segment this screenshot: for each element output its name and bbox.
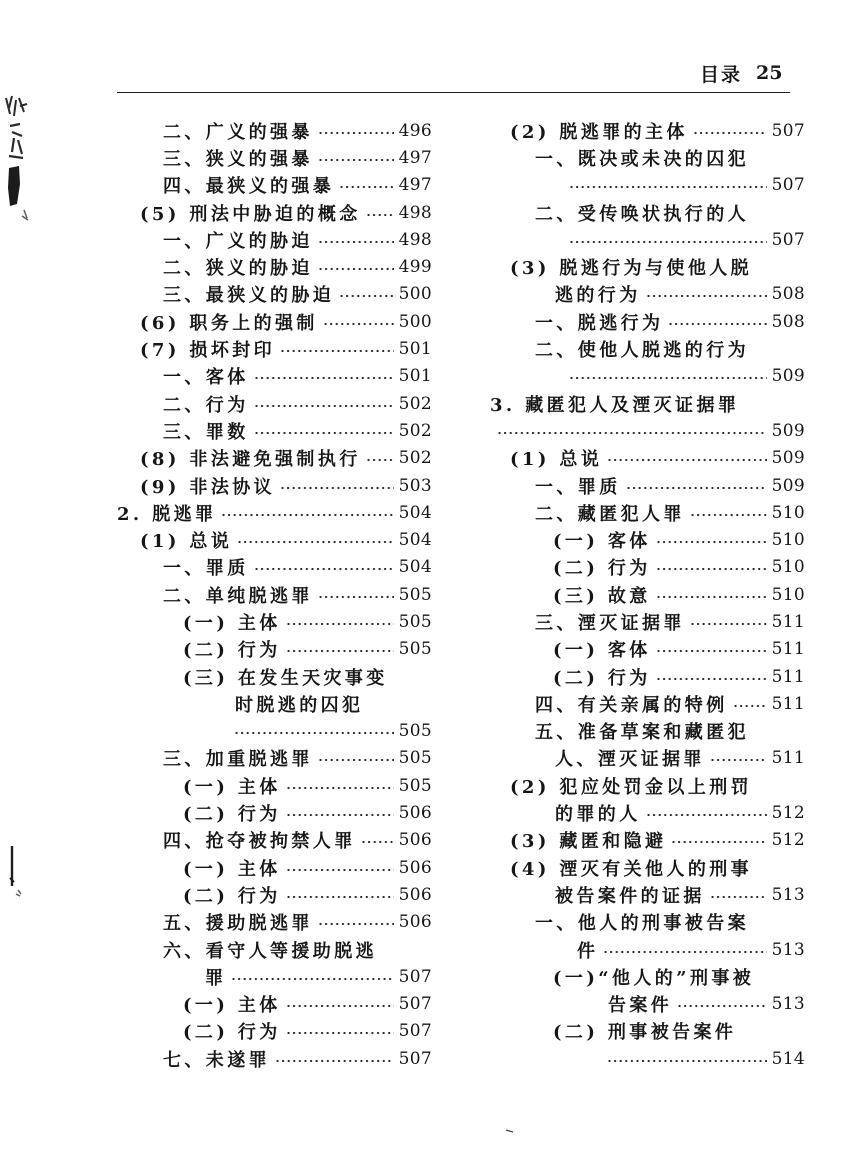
- dot-leader: [319, 158, 394, 162]
- dot-leader: [604, 950, 766, 954]
- toc-entry: [117, 226, 432, 253]
- dot-leader: [657, 567, 767, 571]
- dot-leader: [319, 131, 394, 135]
- toc-entry: [490, 308, 805, 335]
- dot-leader: [367, 213, 394, 217]
- entry-page: 508: [771, 311, 805, 332]
- entry-page: 511: [771, 639, 805, 660]
- entry-title: 一、他人的刑事被告案: [535, 913, 749, 935]
- entry-title: 的罪的人: [555, 804, 641, 826]
- toc-entry: [117, 172, 432, 199]
- dot-leader: [319, 922, 394, 926]
- entry-page: 505: [398, 639, 432, 660]
- toc-entry: [490, 117, 805, 144]
- entry-title: 六、看守人等援助脱逃: [163, 940, 377, 962]
- entry-page: 501: [398, 339, 432, 360]
- toc-column-left: [117, 117, 432, 1072]
- entry-title: (一) 主体: [183, 776, 281, 798]
- entry-title: (二) 行为: [553, 667, 651, 689]
- dot-leader: [627, 486, 767, 490]
- entry-title: (2) 脱逃罪的主体: [510, 121, 688, 143]
- toc-entry: [117, 526, 432, 553]
- entry-title: 四、最狭义的强暴: [163, 176, 335, 198]
- dot-leader: [287, 786, 394, 790]
- toc-entry-continuation: [490, 1045, 805, 1072]
- dot-leader: [324, 322, 394, 326]
- entry-page: 512: [771, 803, 805, 824]
- entry-page: 504: [398, 502, 432, 523]
- entry-page: 497: [398, 147, 432, 168]
- entry-title: 四、有关亲属的特例: [535, 694, 728, 716]
- dot-leader: [281, 349, 394, 353]
- running-header-title: 目录: [700, 63, 743, 86]
- entry-title: (9) 非法协议: [140, 476, 276, 498]
- entry-page: 513: [771, 994, 805, 1015]
- toc-entry: [117, 253, 432, 280]
- entry-page: 506: [398, 830, 432, 851]
- entry-title: (7) 损坏封印: [140, 340, 276, 362]
- dot-leader: [255, 567, 394, 571]
- entry-title: 告案件: [608, 995, 673, 1017]
- scan-mark: [504, 1128, 516, 1134]
- dot-leader: [669, 322, 766, 326]
- entry-title: (5) 刑法中胁迫的概念: [140, 203, 361, 225]
- toc-entry-continuation: [117, 690, 432, 717]
- toc-entry-continuation: [490, 991, 805, 1018]
- toc-entry: [117, 199, 432, 226]
- dot-leader: [657, 677, 767, 681]
- page-number: 25: [756, 62, 783, 84]
- entry-title: (2) 犯应处罚金以上刑罚: [510, 776, 753, 798]
- entry-page: 512: [771, 830, 805, 851]
- toc-entry: [490, 554, 805, 581]
- entry-page: 505: [398, 721, 432, 742]
- entry-page: 506: [398, 857, 432, 878]
- toc-entry: [117, 117, 432, 144]
- dot-leader: [319, 267, 394, 271]
- entry-title: 七、未遂罪: [163, 1049, 270, 1071]
- entry-page: 498: [398, 202, 432, 223]
- entry-title: 五、援助脱逃罪: [163, 913, 313, 935]
- entry-title: (一)“他人的”刑事被: [553, 967, 755, 989]
- entry-page: 513: [771, 939, 805, 960]
- toc-entry-continuation: [490, 417, 805, 444]
- toc-entry: [117, 636, 432, 663]
- dot-leader: [255, 376, 394, 380]
- toc-entry: [117, 608, 432, 635]
- toc-entry-continuation: [490, 172, 805, 199]
- toc-entry: [490, 335, 805, 362]
- entry-page: 511: [771, 693, 805, 714]
- header-rule: [117, 92, 790, 93]
- toc-entry: [117, 445, 432, 472]
- dot-leader: [287, 813, 394, 817]
- entry-page: 502: [398, 393, 432, 414]
- entry-title: 三、狭义的强暴: [163, 148, 313, 170]
- toc-entry: [117, 909, 432, 936]
- dot-leader: [570, 185, 767, 189]
- dot-leader: [657, 595, 767, 599]
- entry-page: 507: [771, 175, 805, 196]
- entry-title: 二、藏匿犯人罪: [535, 503, 685, 525]
- toc-entry: [117, 881, 432, 908]
- dot-leader: [255, 431, 394, 435]
- entry-page: 505: [398, 775, 432, 796]
- entry-title: 三、罪数: [163, 421, 249, 443]
- entry-page: 500: [398, 284, 432, 305]
- entry-page: 499: [398, 257, 432, 278]
- toc-entry: [117, 991, 432, 1018]
- scan-mark: [4, 842, 28, 898]
- entry-title: 3. 藏匿犯人及湮灭证据罪: [490, 394, 740, 416]
- entry-title: (一) 客体: [553, 531, 651, 553]
- entry-title: (二) 行为: [553, 558, 651, 580]
- toc-entry: [490, 253, 805, 280]
- entry-title: 二、行为: [163, 394, 249, 416]
- dot-leader: [657, 540, 767, 544]
- toc-entry: [490, 445, 805, 472]
- toc-entry: [117, 144, 432, 171]
- dot-leader: [678, 1004, 766, 1008]
- entry-page: 511: [771, 666, 805, 687]
- entry-title: 逃的行为: [555, 285, 641, 307]
- toc-entry: [117, 363, 432, 390]
- dot-leader: [570, 240, 767, 244]
- dot-leader: [694, 131, 767, 135]
- entry-title: (1) 总说: [510, 449, 603, 471]
- entry-title: (6) 职务上的强制: [140, 312, 318, 334]
- toc-entry: [490, 608, 805, 635]
- entry-page: 501: [398, 366, 432, 387]
- dot-leader: [608, 1059, 767, 1063]
- toc-entry: [117, 472, 432, 499]
- toc-entry: [490, 636, 805, 663]
- entry-page: 502: [398, 448, 432, 469]
- toc-entry: [117, 308, 432, 335]
- entry-title: 一、罪质: [535, 476, 621, 498]
- entry-title: 四、抢夺被拘禁人罪: [163, 831, 356, 853]
- entry-title: (三) 故意: [553, 585, 651, 607]
- toc-entry: [490, 144, 805, 171]
- dot-leader: [647, 294, 767, 298]
- dot-leader: [255, 404, 394, 408]
- toc-entry-continuation: [117, 963, 432, 990]
- entry-page: 500: [398, 311, 432, 332]
- entry-title: (二) 行为: [183, 640, 281, 662]
- dot-leader: [362, 840, 394, 844]
- toc-entry: [490, 690, 805, 717]
- dot-leader: [367, 458, 394, 462]
- entry-page: 511: [771, 748, 805, 769]
- entry-page: 507: [398, 994, 432, 1015]
- dot-leader: [340, 185, 393, 189]
- toc-entry-continuation: [490, 281, 805, 308]
- entry-title: 时脱逃的囚犯: [235, 694, 364, 716]
- entry-page: 505: [398, 584, 432, 605]
- dot-leader: [608, 458, 766, 462]
- entry-title: (二) 行为: [183, 804, 281, 826]
- entry-page: 507: [398, 1021, 432, 1042]
- toc-entry: [117, 936, 432, 963]
- entry-title: (8) 非法避免强制执行: [140, 449, 361, 471]
- toc-entry-continuation: [490, 799, 805, 826]
- dot-leader: [222, 513, 393, 517]
- entry-page: 505: [398, 611, 432, 632]
- entry-title: 五、准备草案和藏匿犯: [535, 722, 749, 744]
- entry-page: 503: [398, 475, 432, 496]
- entry-title: (3) 藏匿和隐避: [510, 831, 667, 853]
- entry-title: 被告案件的证据: [555, 885, 705, 907]
- dot-leader: [340, 294, 393, 298]
- entry-title: (一) 客体: [553, 640, 651, 662]
- dot-leader: [498, 431, 767, 435]
- entry-page: 504: [398, 557, 432, 578]
- toc-entry-continuation: [490, 881, 805, 908]
- toc-entry: [117, 772, 432, 799]
- entry-page: 497: [398, 175, 432, 196]
- dot-leader: [232, 977, 393, 981]
- toc-entry: [117, 417, 432, 444]
- entry-page: 509: [771, 420, 805, 441]
- entry-title: (三) 在发生天灾事变: [183, 667, 388, 689]
- toc-entry: [490, 199, 805, 226]
- entry-title: (二) 行为: [183, 885, 281, 907]
- dot-leader: [276, 1059, 394, 1063]
- dot-leader: [319, 758, 394, 762]
- entry-page: 507: [771, 229, 805, 250]
- toc-entry: [117, 281, 432, 308]
- toc-entry: [117, 554, 432, 581]
- toc-entry: [490, 1018, 805, 1045]
- entry-page: 509: [771, 366, 805, 387]
- entry-title: 三、湮灭证据罪: [535, 612, 685, 634]
- entry-title: 一、罪质: [163, 558, 249, 580]
- toc-entry-continuation: [490, 226, 805, 253]
- toc-entry: [117, 1045, 432, 1072]
- entry-title: 二、单纯脱逃罪: [163, 585, 313, 607]
- entry-title: (二) 行为: [183, 1022, 281, 1044]
- entry-title: 件: [577, 940, 599, 962]
- entry-page: 513: [771, 884, 805, 905]
- entry-title: 人、湮灭证据罪: [555, 749, 705, 771]
- entry-title: 罪: [205, 967, 227, 989]
- entry-page: 510: [771, 530, 805, 551]
- dot-leader: [238, 540, 393, 544]
- entry-page: 506: [398, 803, 432, 824]
- scan-mark: [0, 92, 36, 227]
- entry-title: (4) 湮灭有关他人的刑事: [510, 858, 753, 880]
- toc-entry: [117, 827, 432, 854]
- entry-title: (一) 主体: [183, 858, 281, 880]
- dot-leader: [647, 813, 767, 817]
- toc-entry: [117, 663, 432, 690]
- toc-entry: [117, 499, 432, 526]
- dot-leader: [281, 486, 394, 490]
- toc-entry-continuation: [490, 936, 805, 963]
- entry-title: 2. 脱逃罪: [117, 503, 217, 525]
- entry-title: 二、受传唤状执行的人: [535, 203, 749, 225]
- toc-entry-continuation: [490, 363, 805, 390]
- entry-page: 498: [398, 229, 432, 250]
- running-header: [700, 60, 782, 86]
- entry-page: 506: [398, 884, 432, 905]
- entry-title: 三、最狭义的胁迫: [163, 285, 335, 307]
- toc-entry: [117, 390, 432, 417]
- toc-entry: [490, 854, 805, 881]
- toc-entry: [490, 827, 805, 854]
- entry-page: 510: [771, 584, 805, 605]
- entry-page: 505: [398, 748, 432, 769]
- toc-entry: [490, 663, 805, 690]
- toc-entry-continuation: [490, 745, 805, 772]
- dot-leader: [287, 1031, 394, 1035]
- entry-title: 二、使他人脱逃的行为: [535, 340, 749, 362]
- entry-title: (二) 刑事被告案件: [553, 1022, 737, 1044]
- dot-leader: [287, 622, 394, 626]
- toc-entry: [490, 499, 805, 526]
- toc-entry: [117, 1018, 432, 1045]
- entry-page: 511: [771, 611, 805, 632]
- dot-leader: [711, 758, 767, 762]
- toc-entry: [490, 526, 805, 553]
- toc-entry: [117, 581, 432, 608]
- entry-title: 二、狭义的胁迫: [163, 258, 313, 280]
- entry-page: 507: [398, 966, 432, 987]
- entry-title: 一、广义的胁迫: [163, 230, 313, 252]
- dot-leader: [319, 240, 394, 244]
- toc-column-right: [490, 117, 805, 1072]
- dot-leader: [672, 840, 766, 844]
- dot-leader: [235, 731, 394, 735]
- toc-entry: [490, 909, 805, 936]
- entry-page: 507: [771, 120, 805, 141]
- entry-title: 一、既决或未决的囚犯: [535, 148, 749, 170]
- entry-title: 三、加重脱逃罪: [163, 749, 313, 771]
- dot-leader: [711, 895, 767, 899]
- dot-leader: [570, 376, 767, 380]
- entry-page: 496: [398, 120, 432, 141]
- entry-title: (1) 总说: [140, 531, 233, 553]
- entry-page: 502: [398, 420, 432, 441]
- entry-page: 510: [771, 502, 805, 523]
- toc-entry: [117, 799, 432, 826]
- toc-entry: [490, 772, 805, 799]
- toc-entry: [490, 963, 805, 990]
- toc-entry-continuation: [117, 718, 432, 745]
- dot-leader: [287, 649, 394, 653]
- dot-leader: [287, 1004, 394, 1008]
- toc-entry: [117, 745, 432, 772]
- entry-page: 508: [771, 284, 805, 305]
- entry-title: (一) 主体: [183, 612, 281, 634]
- entry-title: 一、脱逃行为: [535, 312, 664, 334]
- entry-title: 二、广义的强暴: [163, 121, 313, 143]
- entry-page: 504: [398, 530, 432, 551]
- dot-leader: [287, 868, 394, 872]
- toc-entry: [490, 581, 805, 608]
- dot-leader: [691, 513, 767, 517]
- toc-entry: [117, 854, 432, 881]
- entry-title: 一、客体: [163, 367, 249, 389]
- toc-entry: [490, 390, 805, 417]
- entry-title: (3) 脱逃行为与使他人脱: [510, 258, 753, 280]
- entry-page: 509: [771, 475, 805, 496]
- entry-page: 507: [398, 1048, 432, 1069]
- entry-page: 510: [771, 557, 805, 578]
- entry-page: 514: [771, 1048, 805, 1069]
- entry-page: 509: [771, 448, 805, 469]
- toc-entry: [490, 472, 805, 499]
- toc-entry: [117, 335, 432, 362]
- dot-leader: [319, 595, 394, 599]
- entry-page: 506: [398, 912, 432, 933]
- dot-leader: [657, 649, 767, 653]
- dot-leader: [734, 704, 767, 708]
- toc-entry: [490, 718, 805, 745]
- entry-title: (一) 主体: [183, 995, 281, 1017]
- dot-leader: [691, 622, 767, 626]
- dot-leader: [287, 895, 394, 899]
